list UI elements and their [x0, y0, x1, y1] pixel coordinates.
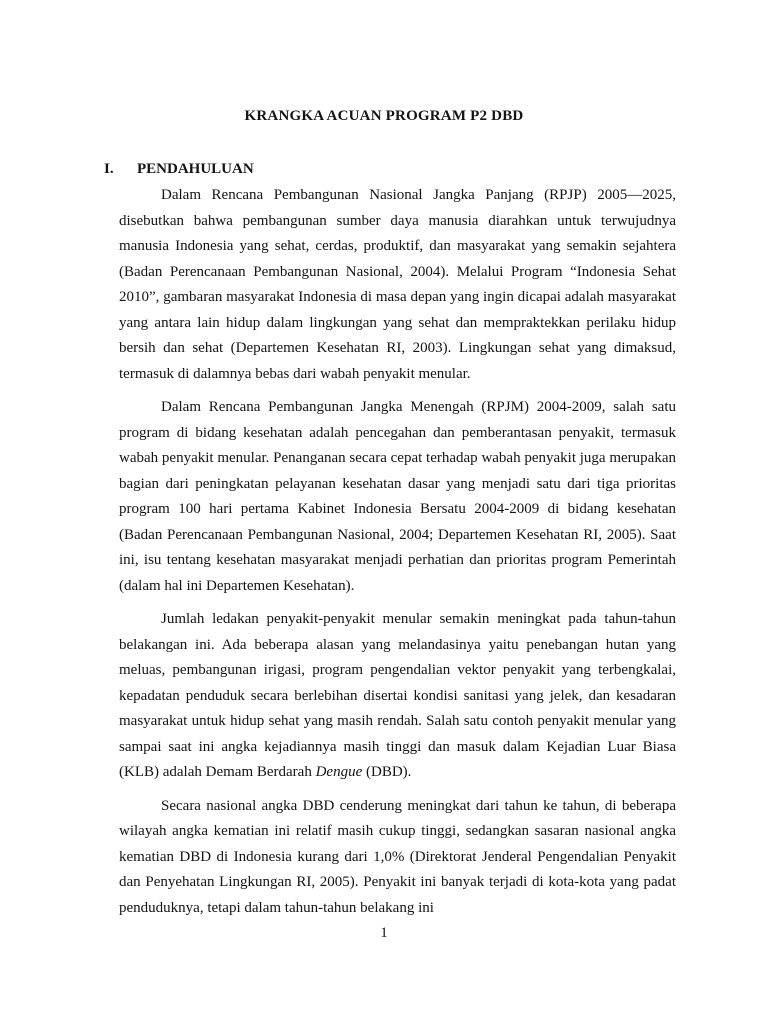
- paragraph-3-text-start: Jumlah ledakan penyakit-penyakit menular semakin meningkat pada tahun-tahun belakangan ini. Ada beberapa alasan yang melandasinya yaitu penebangan hutan yang meluas, pembangunan irigasi, program pengendalian vektor penyakit yang terbengkalai, kepadatan penduduk secara berlebihan disertai kondisi sanitasi yang jelek, dan kesadaran masyarakat untuk hidup sehat yang masih rendah. Salah satu contoh penyakit menular yang sampai saat ini angka kejadiannya masih tinggi dan masuk dalam Kejadian Luar Biasa (KLB) adalah Demam Berdarah: [119, 611, 676, 780]
- paragraph-4: Secara nasional angka DBD cenderung meningkat dari tahun ke tahun, di beberapa wilayah angka kematian ini relatif masih cukup tinggi, sedangkan sasaran nasional angka kematian DBD di Indonesia kurang dari 1,0% (Direktorat Jenderal Pengendalian Penyakit dan Penyehatan Lingkungan RI, 2005). Penyakit ini banyak terjadi di kota-kota yang padat penduduknya, tetapi dalam tahun-tahun belakang ini: [119, 797, 676, 916]
- paragraph-3-italic-term: Dengue: [315, 764, 363, 780]
- section-heading: [104, 161, 254, 178]
- section-title: PENDAHULUAN: [137, 161, 254, 177]
- document-body: [119, 183, 676, 929]
- page-number: 1: [380, 925, 388, 941]
- paragraph-2: Dalam Rencana Pembangunan Jangka Menengah (RPJM) 2004-2009, salah satu program di bidang kesehatan adalah pencegahan dan pemberantasan penyakit, termasuk wabah penyakit menular. Penanganan secara cepat terhadap wabah penyakit juga merupakan bagian dari peningkatan pelayanan kesehatan dasar yang menjadi satu dari tiga prioritas program 100 hari pertama Kabinet Indonesia Bersatu 2004-2009 di bidang kesehatan (Badan Perencanaan Pembangunan Nasional, 2004; Departemen Kesehatan RI, 2005). Saat ini, isu tentang kesehatan masyarakat menjadi perhatian dan prioritas program Pemerintah (dalam hal ini Departemen Kesehatan).: [119, 399, 676, 594]
- paragraph-3-text-end: (DBD).: [362, 764, 412, 780]
- paragraph-1: Dalam Rencana Pembangunan Nasional Jangka Panjang (RPJP) 2005—2025, disebutkan bahwa pembangunan sumber daya manusia diarahkan untuk terwujudnya manusia Indonesia yang sehat, cerdas, produktif, dan masyarakat yang semakin sejahtera (Badan Perencanaan Pembangunan Nasional, 2004). Melalui Program “Indonesia Sehat 2010”, gambaran masyarakat Indonesia di masa depan yang ingin dicapai adalah masyarakat yang antara lain hidup dalam lingkungan yang sehat dan mempraktekkan perilaku hidup bersih dan sehat (Departemen Kesehatan RI, 2003). Lingkungan sehat yang dimaksud, termasuk di dalamnya bebas dari wabah penyakit menular.: [119, 187, 676, 382]
- section-number: I.: [104, 161, 114, 177]
- document-title: KRANGKA ACUAN PROGRAM P2 DBD: [244, 108, 524, 124]
- paragraph-3: [119, 607, 676, 786]
